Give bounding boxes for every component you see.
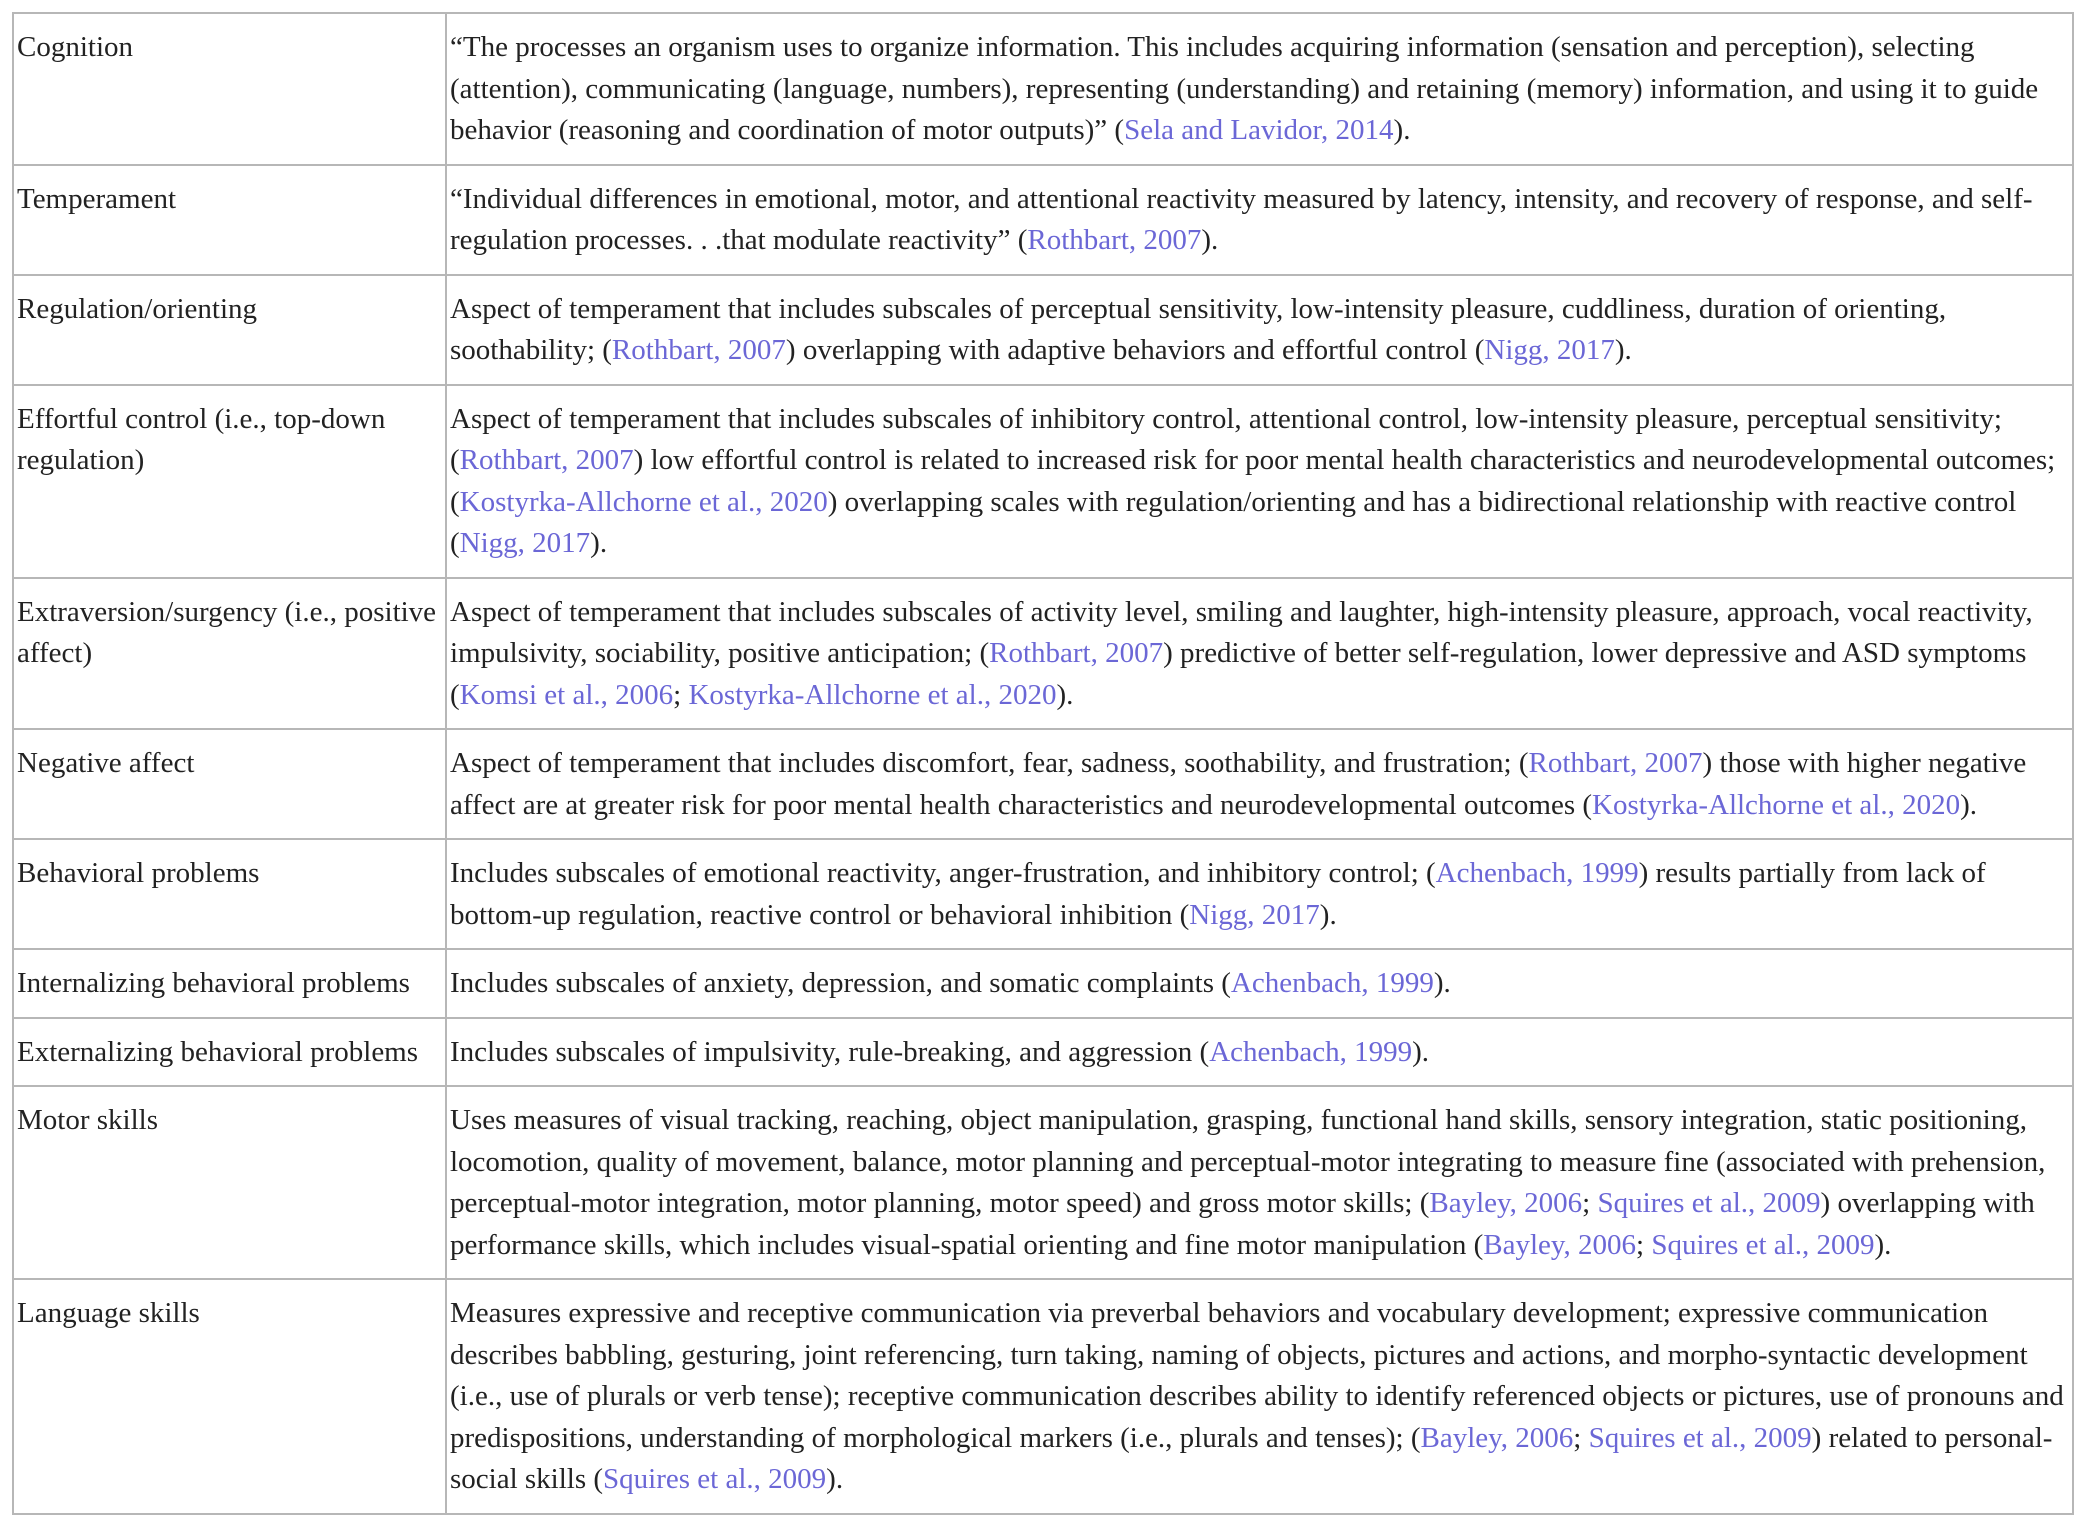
- citation-link[interactable]: Komsi et al., 2006: [459, 678, 674, 711]
- citation-link[interactable]: Rothbart, 2007: [459, 444, 634, 476]
- term-cell: Motor skills: [13, 1086, 446, 1279]
- term-cell: Regulation/orienting: [13, 275, 446, 385]
- citation-link[interactable]: Achenbach, 1999: [1435, 857, 1639, 889]
- definitions-table-container: [12, 12, 2074, 1515]
- definition-text: ) related to personal-social skills (: [450, 1421, 2053, 1495]
- definition-text: Includes subscales of impulsivity, rule-breaking, and aggression (: [450, 1035, 1210, 1068]
- definition-cell: [446, 1279, 2073, 1514]
- table-row: [13, 578, 2073, 730]
- citation-link[interactable]: Nigg, 2017: [1189, 898, 1320, 931]
- definition-cell: [446, 949, 2073, 1018]
- citation-link[interactable]: Achenbach, 1999: [1209, 1035, 1413, 1068]
- definition-text: ).: [1874, 1228, 1892, 1261]
- definition-text: ) overlapping with performance skills, which includes visual-spatial orienting and fine motor manipulation (: [450, 1187, 2035, 1261]
- definition-text: ;: [1582, 1187, 1598, 1219]
- definition-text: “The processes an organism uses to organize information. This includes acquiring information (sensation and perception), selecting (attention), communicating (language, numbers), representing (understanding) and retaining (memory) information, and using it to guide behavior (reasoning and coordination of motor outputs)” (: [450, 31, 2039, 146]
- citation-link[interactable]: Squires et al., 2009: [1597, 1187, 1821, 1219]
- citation-link[interactable]: Bayley, 2006: [1483, 1228, 1637, 1261]
- citation-link[interactable]: Nigg, 2017: [1484, 334, 1615, 366]
- citation-link[interactable]: Rothbart, 2007: [989, 637, 1164, 669]
- definition-text: ).: [590, 527, 608, 559]
- citation-link[interactable]: Kostyrka-Allchorne et al., 2020: [688, 678, 1057, 711]
- definition-text: ).: [1056, 678, 1074, 711]
- definition-text: Aspect of temperament that includes subscales of inhibitory control, attentional control, low-intensity pleasure, perceptual sensitivity; (: [450, 402, 2002, 476]
- definition-cell: [446, 1086, 2073, 1279]
- definition-text: ;: [1573, 1421, 1589, 1454]
- definition-text: ;: [1636, 1228, 1652, 1261]
- term-cell: Externalizing behavioral problems: [13, 1018, 446, 1087]
- table-row: [13, 1018, 2073, 1087]
- definition-text: Aspect of temperament that includes discomfort, fear, sadness, soothability, and frustration; (: [450, 747, 1529, 779]
- table-row: [13, 385, 2073, 578]
- term-cell: Temperament: [13, 165, 446, 275]
- definition-text: ).: [1393, 114, 1411, 146]
- definition-text: ).: [1433, 967, 1451, 999]
- definition-text: ) overlapping with adaptive behaviors and effortful control (: [785, 334, 1485, 366]
- definition-text: ).: [1614, 334, 1632, 366]
- definition-text: ).: [1960, 788, 1977, 821]
- term-cell: Internalizing behavioral problems: [13, 949, 446, 1018]
- definition-cell: [446, 839, 2073, 949]
- definition-text: ) results partially from lack of bottom-up regulation, reactive control or behavioral inhibition (: [450, 857, 1986, 931]
- definitions-table-body: [13, 13, 2073, 1514]
- table-row: [13, 165, 2073, 275]
- definition-text: Includes subscales of anxiety, depression, and somatic complaints (: [450, 967, 1231, 999]
- definition-cell: [446, 13, 2073, 165]
- definition-text: ;: [673, 678, 689, 711]
- definition-text: ).: [1412, 1035, 1430, 1068]
- citation-link[interactable]: Squires et al., 2009: [603, 1463, 827, 1495]
- definition-cell: [446, 578, 2073, 730]
- citation-link[interactable]: Rothbart, 2007: [611, 334, 786, 366]
- citation-link[interactable]: Kostyrka-Allchorne et al., 2020: [459, 485, 828, 518]
- citation-link[interactable]: Nigg, 2017: [459, 527, 591, 559]
- definition-text: ).: [826, 1463, 844, 1495]
- definition-cell: [446, 1018, 2073, 1087]
- citation-link[interactable]: Bayley, 2006: [1420, 1421, 1574, 1454]
- citation-link[interactable]: Squires et al., 2009: [1588, 1421, 1812, 1454]
- definition-text: Uses measures of visual tracking, reaching, object manipulation, grasping, functional hand skills, sensory integration, static positioning, locomotion, quality of movement, balance, motor planning and perceptual-motor integrating to measure fine (associated with prehension, perceptual-motor integration, motor planning, motor speed) and gross motor skills; (: [450, 1104, 2046, 1219]
- citation-link[interactable]: Squires et al., 2009: [1651, 1228, 1875, 1261]
- definition-text: ) predictive of better self-regulation, lower depressive and ASD symptoms (: [450, 637, 2027, 711]
- citation-link[interactable]: Achenbach, 1999: [1230, 967, 1434, 999]
- definition-text: ) those with higher negative affect are at greater risk for poor mental health characteristics and neurodevelopmental outcomes (: [450, 747, 2027, 821]
- term-cell: Extraversion/surgency (i.e., positive affect): [13, 578, 446, 730]
- definition-cell: [446, 385, 2073, 578]
- definitions-table: [12, 12, 2074, 1515]
- definition-text: Aspect of temperament that includes subscales of activity level, smiling and laughter, high-intensity pleasure, approach, vocal reactivity, impulsivity, sociability, positive anticipation; (: [450, 595, 2033, 669]
- definition-text: “Individual differences in emotional, motor, and attentional reactivity measured by latency, intensity, and recovery of response, and self-regulation processes. . .that modulate reactivity” (: [450, 182, 2033, 256]
- term-cell: Cognition: [13, 13, 446, 165]
- definition-text: Aspect of temperament that includes subscales of perceptual sensitivity, low-intensity pleasure, cuddliness, duration of orienting, soothability; (: [450, 292, 1947, 366]
- table-row: [13, 839, 2073, 949]
- table-row: [13, 1279, 2073, 1514]
- table-row: [13, 13, 2073, 165]
- citation-link[interactable]: Rothbart, 2007: [1027, 224, 1202, 256]
- term-cell: Negative affect: [13, 729, 446, 839]
- term-cell: Behavioral problems: [13, 839, 446, 949]
- table-row: [13, 1086, 2073, 1279]
- citation-link[interactable]: Bayley, 2006: [1429, 1187, 1583, 1219]
- citation-link[interactable]: Sela and Lavidor, 2014: [1124, 114, 1394, 146]
- definition-cell: [446, 275, 2073, 385]
- definition-cell: [446, 165, 2073, 275]
- citation-link[interactable]: Kostyrka-Allchorne et al., 2020: [1592, 788, 1961, 821]
- definition-text: ).: [1201, 224, 1219, 256]
- table-row: [13, 949, 2073, 1018]
- definition-cell: [446, 729, 2073, 839]
- definition-text: ).: [1319, 898, 1337, 931]
- definition-text: Includes subscales of emotional reactivity, anger-frustration, and inhibitory control; (: [450, 857, 1436, 889]
- definition-text: Measures expressive and receptive communication via preverbal behaviors and vocabulary development; expressive communication describes babbling, gesturing, joint referencing, turn taking, naming of objects, pictures and actions, and morpho-syntactic development (i.e., use of plurals or verb tense); receptive communication describes ability to identify referenced objects or pictures, use of pronouns and predispositions, understanding of morphological markers (i.e., plurals and tenses); (: [450, 1297, 2064, 1454]
- term-cell: Language skills: [13, 1279, 446, 1514]
- definition-text: ) low effortful control is related to increased risk for poor mental health characteristics and neurodevelopmental outcomes; (: [450, 444, 2056, 518]
- table-row: [13, 275, 2073, 385]
- citation-link[interactable]: Rothbart, 2007: [1528, 747, 1703, 779]
- term-cell: Effortful control (i.e., top-down regulation): [13, 385, 446, 578]
- table-row: [13, 729, 2073, 839]
- definition-text: ) overlapping scales with regulation/orienting and has a bidirectional relationship with reactive control (: [450, 485, 2017, 559]
